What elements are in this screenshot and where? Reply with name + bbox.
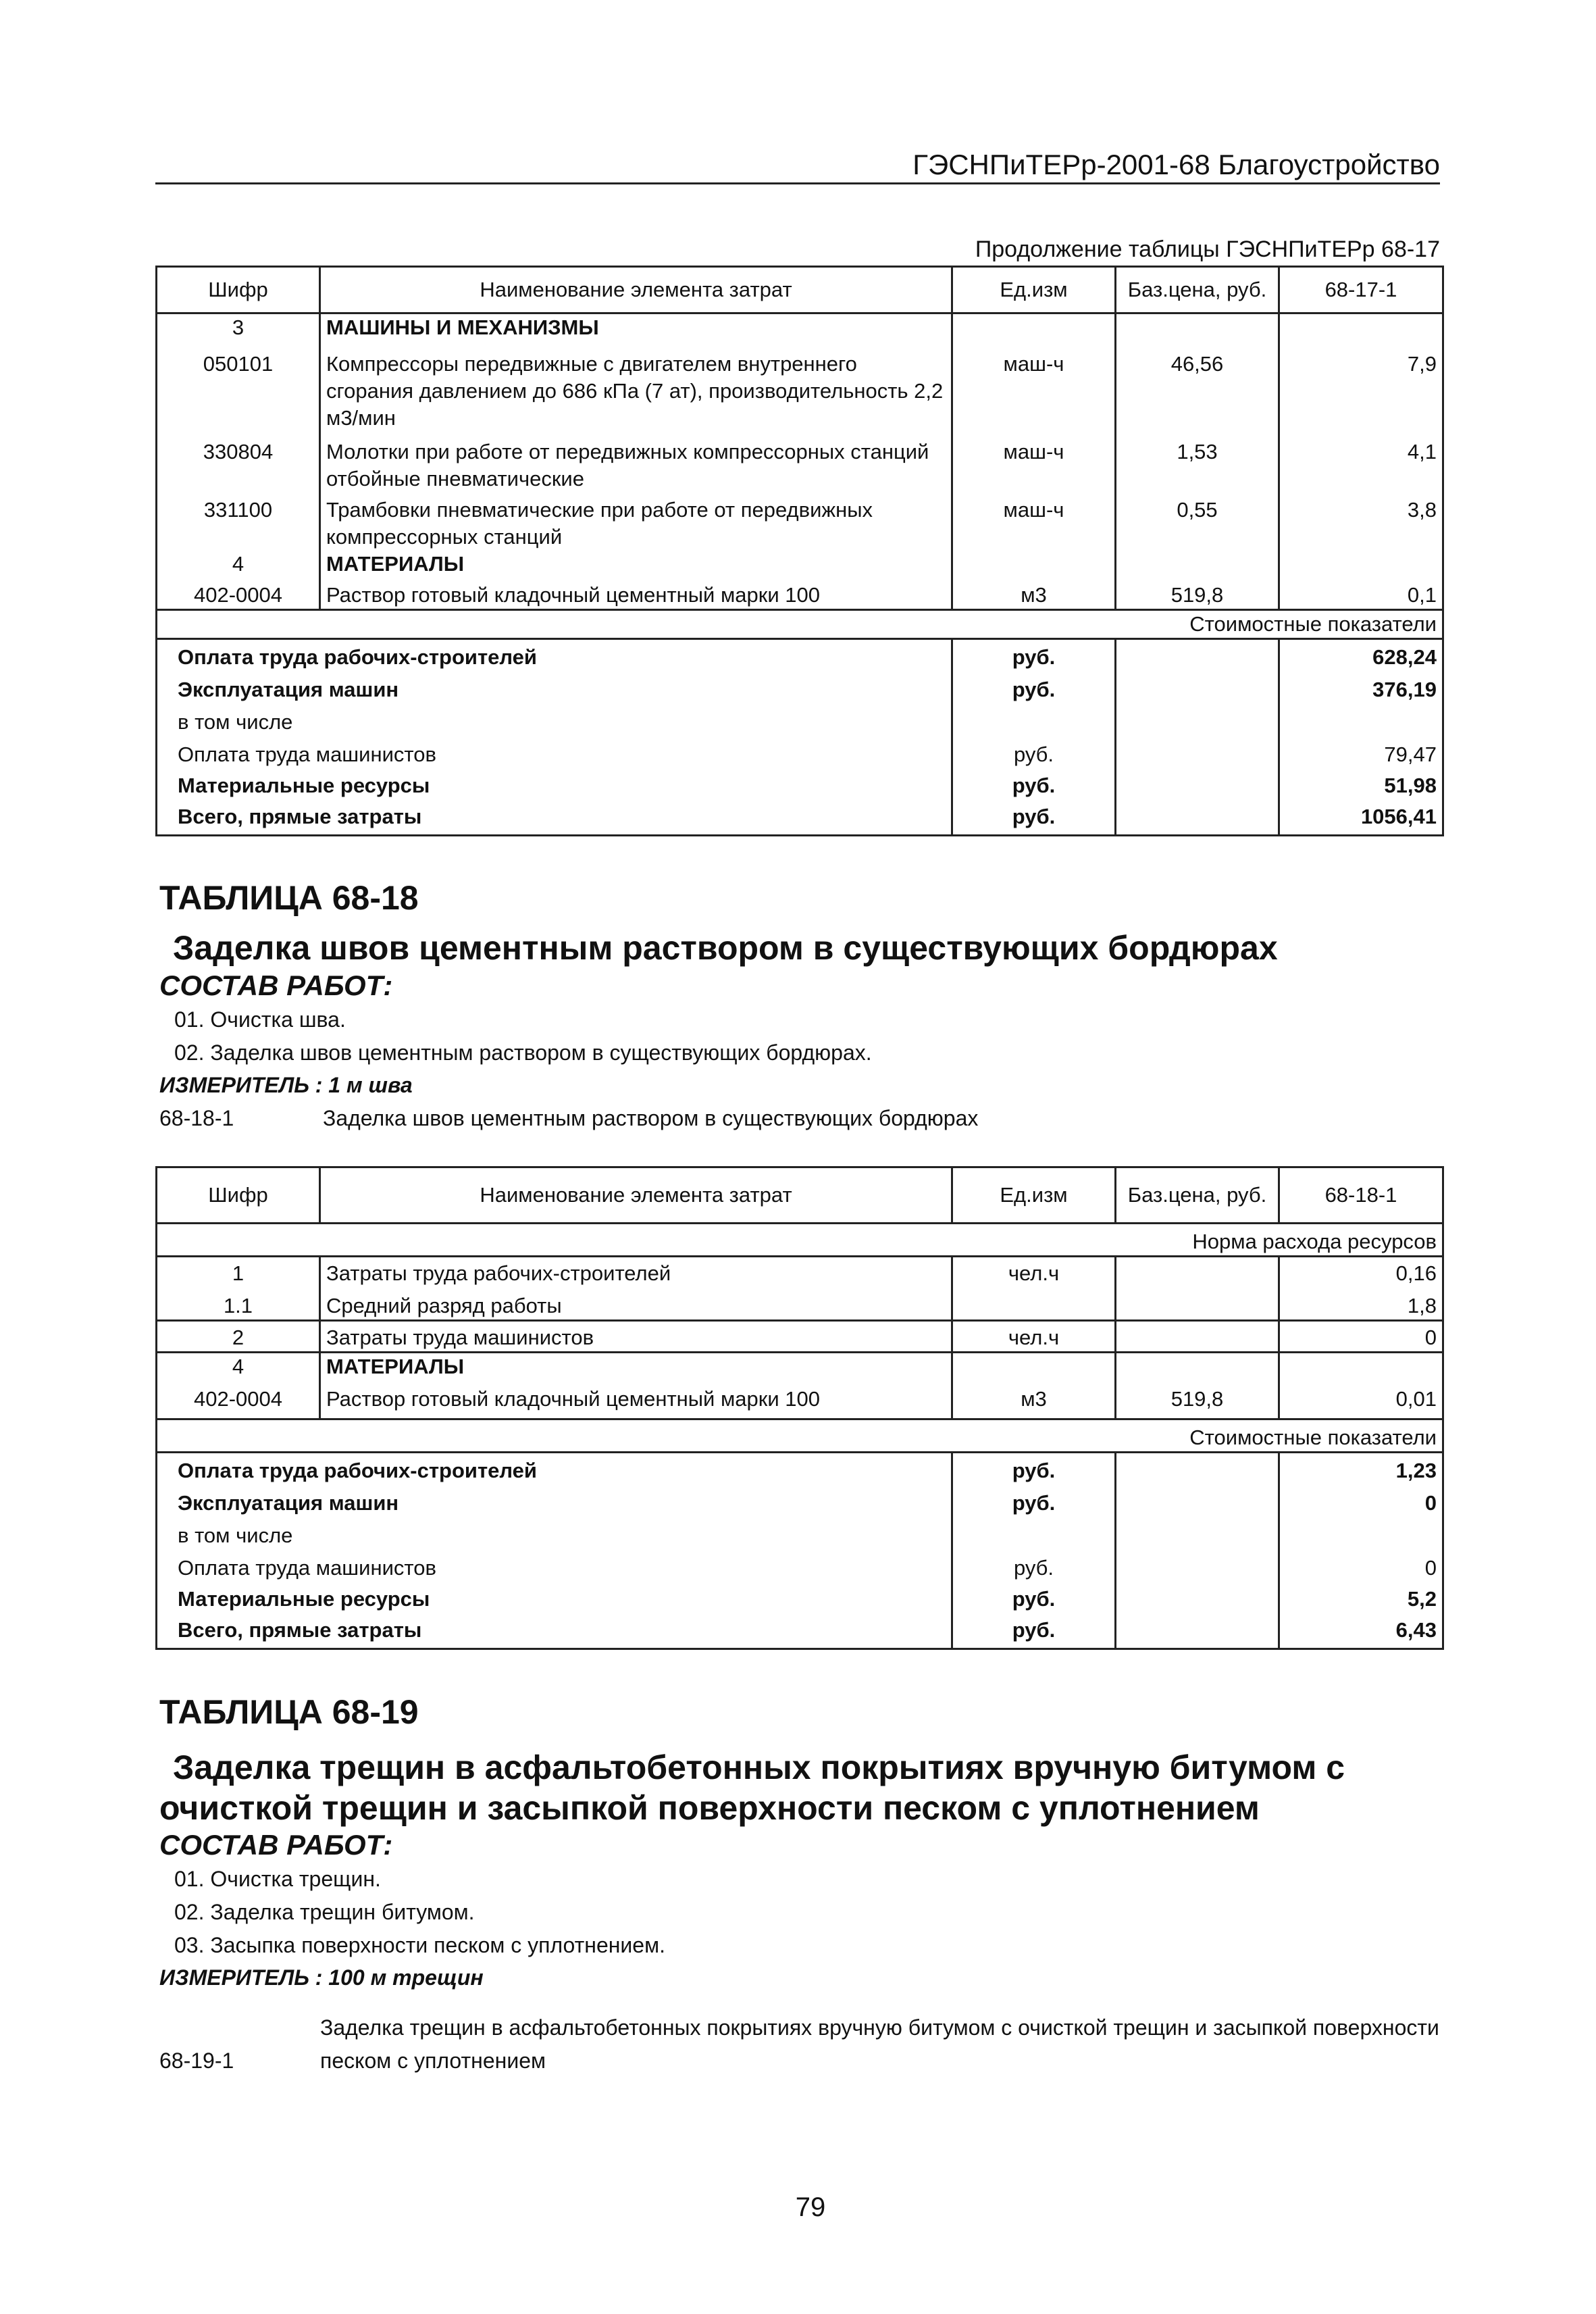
table-row: 1 Затраты труда рабочих-строителей чел.ч 0,16 [157, 1257, 1443, 1288]
cost-row: Эксплуатация машин руб. 0 [157, 1484, 1443, 1517]
table-row: 402-0004 Раствор готовый кладочный цементный марки 100 м3 519,8 0,01 [157, 1380, 1443, 1419]
header-rule [155, 182, 1440, 184]
col-header-name: Наименование элемента затрат [320, 1167, 952, 1224]
section-title-68-18: ТАБЛИЦА 68-18 [159, 879, 419, 917]
col-header-code: Шифр [157, 1167, 320, 1224]
section-subtitle-68-19-line2: очисткой трещин и засыпкой поверхности песком с уплотнением [159, 1789, 1260, 1827]
section-subtitle-68-19-line1: Заделка трещин в асфальтобетонных покрытиях вручную битумом с [173, 1749, 1345, 1786]
col-header-price: Баз.цена, руб. [1116, 1167, 1279, 1224]
running-header: ГЭСНПиТЕРр-2001-68 Благоустройство [912, 149, 1440, 180]
resource-table-68-17 [155, 266, 1444, 836]
norm-label: Норма расхода ресурсов [157, 1224, 1443, 1257]
cost-row: Оплата труда рабочих-строителей руб. 1,23 [157, 1453, 1443, 1485]
table-continuation-note: Продолжение таблицы ГЭСНПиТЕРр 68-17 [975, 236, 1440, 262]
measure-unit: ИЗМЕРИТЕЛЬ : 100 м трещин [159, 1965, 484, 1990]
col-header-norm: 68-18-1 [1279, 1167, 1443, 1224]
norm-code-description-line2: песком с уплотнением [320, 2048, 546, 2073]
cost-row: Оплата труда рабочих-строителей руб. 628,24 [157, 639, 1443, 672]
cost-row: Эксплуатация машин руб. 376,19 [157, 671, 1443, 703]
cost-row: Оплата труда машинистов руб. 0 [157, 1549, 1443, 1582]
work-item: 02. Заделка трещин битумом. [174, 1900, 475, 1924]
cost-row: Материальные ресурсы руб. 5,2 [157, 1582, 1443, 1613]
table-row: 330804 Молотки при работе от передвижных компрессорных станций отбойные пневматические маш-ч 1,53 4,1 [157, 432, 1443, 493]
page-number: 79 [795, 2192, 826, 2222]
table-row: 4 МАТЕРИАЛЫ [157, 551, 1443, 578]
table-row: 402-0004 Раствор готовый кладочный цементный марки 100 м3 519,8 0,1 [157, 578, 1443, 610]
norm-code: 68-18-1 [159, 1106, 234, 1130]
col-header-norm: 68-17-1 [1279, 267, 1443, 313]
col-header-code: Шифр [157, 267, 320, 313]
work-item: 02. Заделка швов цементным раствором в существующих бордюрах. [174, 1040, 872, 1065]
col-header-unit: Ед.изм [952, 1167, 1116, 1224]
col-header-price: Баз.цена, руб. [1116, 267, 1279, 313]
table-row: 331100 Трамбовки пневматические при работе от передвижных компрессорных станций маш-ч 0,55 3,8 [157, 493, 1443, 551]
work-composition-heading: СОСТАВ РАБОТ: [159, 1829, 393, 1861]
work-composition-heading: СОСТАВ РАБОТ: [159, 970, 393, 1001]
table-row: 050101 Компрессоры передвижные с двигателем внутреннего сгорания давлением до 686 кПа (7 ат), производительность 2,2 м3/мин маш-ч 46,56 7,9 [157, 341, 1443, 432]
cost-row: Материальные ресурсы руб. 51,98 [157, 768, 1443, 799]
col-header-unit: Ед.изм [952, 267, 1116, 313]
table-row: 4 МАТЕРИАЛЫ [157, 1353, 1443, 1381]
norm-code-description-line1: Заделка трещин в асфальтобетонных покрытиях вручную битумом с очисткой трещин и засыпкой поверхности [320, 2015, 1439, 2040]
work-item: 03. Засыпка поверхности песком с уплотнением. [174, 1933, 665, 1957]
norm-code-description: Заделка швов цементным раствором в существующих бордюрах [323, 1106, 979, 1130]
table-row: 3 МАШИНЫ И МЕХАНИЗМЫ [157, 313, 1443, 342]
section-label: Стоимостные показатели [157, 1419, 1443, 1453]
table-row: 2 Затраты труда машинистов чел.ч 0 [157, 1321, 1443, 1353]
cost-row: Оплата труда машинистов руб. 79,47 [157, 736, 1443, 768]
resource-table-68-18 [155, 1166, 1444, 1650]
work-item: 01. Очистка шва. [174, 1007, 346, 1032]
section-subtitle-68-18: Заделка швов цементным раствором в существующих бордюрах [173, 929, 1278, 967]
cost-row: Всего, прямые затраты руб. 6,43 [157, 1613, 1443, 1649]
work-item: 01. Очистка трещин. [174, 1867, 381, 1891]
table-row: 1.1 Средний разряд работы 1,8 [157, 1287, 1443, 1321]
norm-code: 68-19-1 [159, 2048, 234, 2073]
cost-row: Всего, прямые затраты руб. 1056,41 [157, 799, 1443, 836]
section-title-68-19: ТАБЛИЦА 68-19 [159, 1693, 419, 1731]
col-header-name: Наименование элемента затрат [320, 267, 952, 313]
cost-row: в том числе [157, 1517, 1443, 1549]
measure-unit: ИЗМЕРИТЕЛЬ : 1 м шва [159, 1073, 413, 1097]
cost-row: в том числе [157, 703, 1443, 736]
section-label: Стоимостные показатели [157, 610, 1443, 639]
